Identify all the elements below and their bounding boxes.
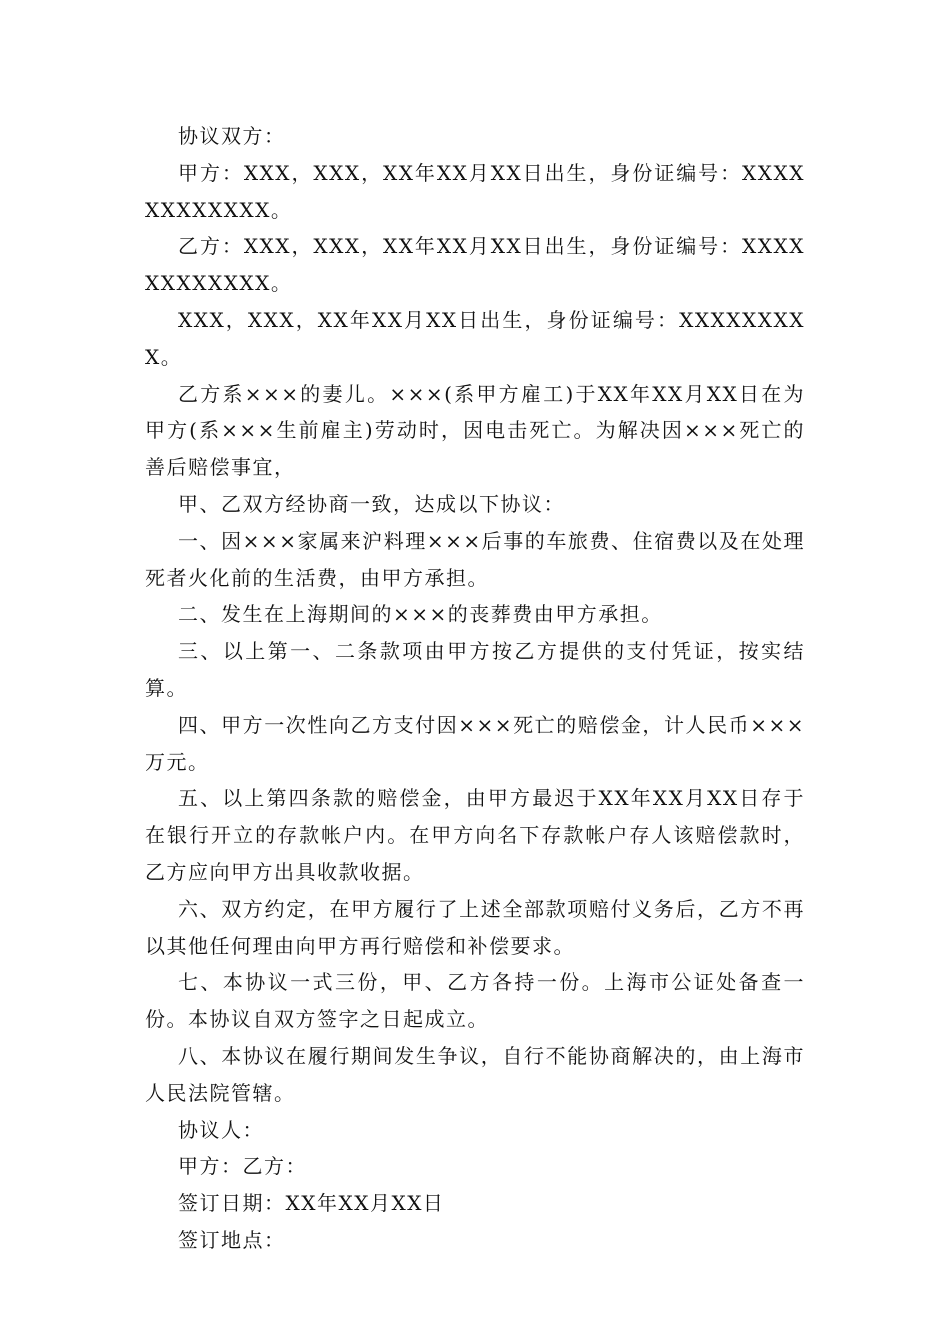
document-body (145, 118, 805, 1259)
agreement-intro: 甲、乙双方经协商一致，达成以下协议： (178, 491, 565, 516)
signing-location: 签订地点： (178, 1227, 286, 1252)
clause-5: 五、以上第四条款的赔偿金，由甲方最迟于XX年XX月XX日存于在银行开立的存款帐户内。在甲方向名下存款帐户存人该赔偿款时，乙方应向甲方出具收款收据。 (145, 786, 805, 884)
party-b-second-person-info: XXX，XXX，XX年XX月XX日出生，身份证编号：XXXXXXXXX。 (145, 307, 805, 369)
parties-heading: 协议双方： (178, 124, 286, 148)
signing-date: 签订日期：XX年XX月XX日 (178, 1191, 445, 1216)
clause-8: 八、本协议在履行期间发生争议，自行不能协商解决的，由上海市人民法院管辖。 (145, 1043, 805, 1105)
clause-4: 四、甲方一次性向乙方支付因×××死亡的赔偿金，计人民币×××万元。 (145, 712, 805, 774)
clause-1: 一、因×××家属来沪料理×××后事的车旅费、住宿费以及在处理死者火化前的生活费，由甲方承担。 (145, 528, 805, 590)
clause-6: 六、双方约定，在甲方履行了上述全部款项赔付义务后，乙方不再以其他任何理由向甲方再行赔偿和补偿要求。 (145, 896, 805, 958)
background-paragraph: 乙方系×××的妻儿。×××(系甲方雇工)于XX年XX月XX日在为甲方(系×××生前雇主)劳动时，因电击死亡。为解决因×××死亡的善后赔偿事宜， (145, 381, 805, 480)
party-b-info: 乙方：XXX，XXX，XX年XX月XX日出生，身份证编号：XXXXXXXXXXXX。 (145, 234, 805, 296)
signature-line-parties: 甲方：乙方： (178, 1154, 307, 1179)
clause-3: 三、以上第一、二条款项由甲方按乙方提供的支付凭证，按实结算。 (145, 639, 805, 700)
party-a-info: 甲方：XXX，XXX，XX年XX月XX日出生，身份证编号：XXXXXXXXXXXX。 (145, 160, 805, 222)
clause-7: 七、本协议一式三份，甲、乙方各持一份。上海市公证处备查一份。本协议自双方签字之日起成立。 (145, 970, 805, 1032)
clause-2: 二、发生在上海期间的×××的丧葬费由甲方承担。 (178, 602, 663, 627)
signatories-heading: 协议人： (178, 1117, 264, 1142)
